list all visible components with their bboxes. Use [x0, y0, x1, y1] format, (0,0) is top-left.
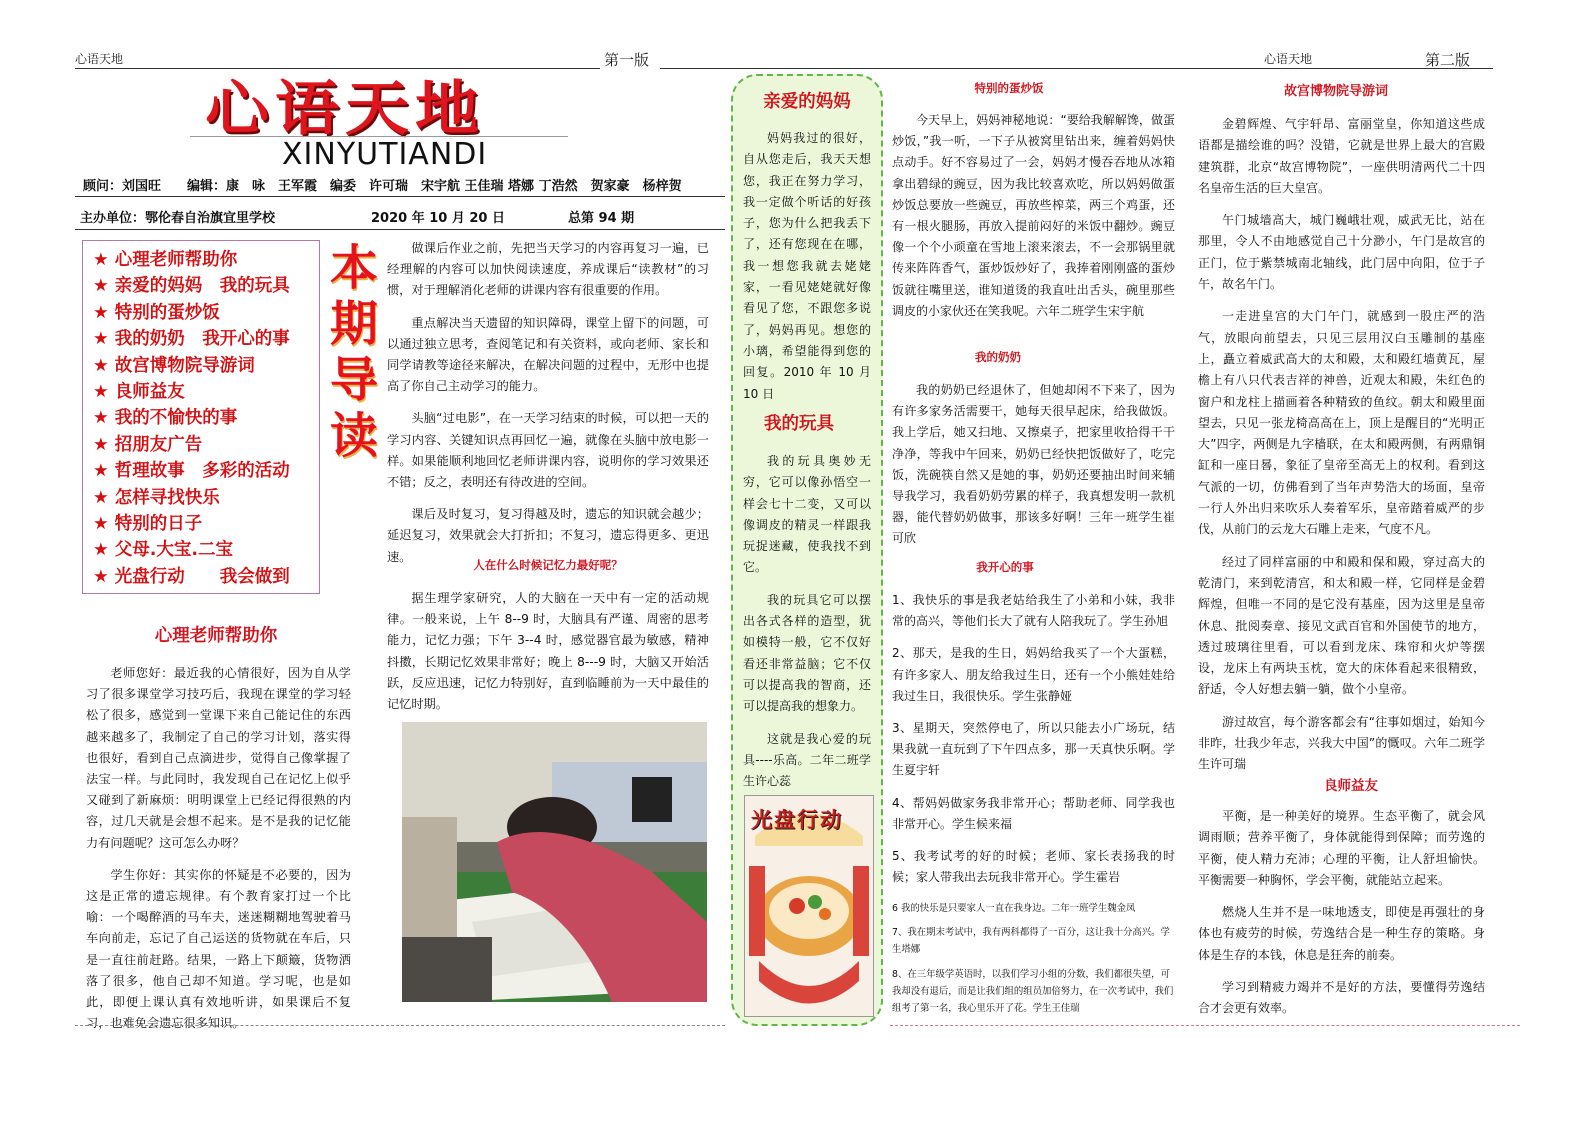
- student-photo: [402, 722, 707, 1002]
- palace-paragraph: 一走进皇宫的大门午门，就感到一股庄严的浩气，放眼向前望去，只见三层用汉白玉雕制的基座上，矗立着威武高大的太和殿，太和殿红墙黄瓦，屋檐上有八只代表吉祥的神兽，近观太和殿，朱红色的窗户和龙柱上描画着各种精致的鱼纹。朝太和殿里面望去，只见一张龙椅高高在上，顶上是醒目的“光明正大”四字，两侧是九字樯联，在太和殿两侧，有两鼎铜缸和一座日晷，象征了皇帝至高无上的权利。看到这气派的一切，仿佛看到了当年声势浩大的场面，皇帝一行人外出归来吹乐人奏着军乐，皇帝踏着威严的步伐，从前门的云龙大石雕上走来，气度不凡。: [1198, 309, 1485, 537]
- star-icon: ★: [93, 355, 109, 376]
- star-icon: ★: [93, 461, 109, 482]
- header-right-title: 心语天地: [1264, 52, 1313, 66]
- psych-title: 心理老师帮助你: [154, 626, 278, 646]
- toc-item-label: 特别的日子: [114, 514, 203, 535]
- mentor-paragraph: 平衡，是一种美好的境界。生态平衡了，就会风调雨顺；营养平衡了，身体就能得到保障；而劳逸的平衡，使人精力充沛；心理的平衡，让人舒坦愉快。平衡需要一种胸怀，学会平衡，就能站立起来。: [1198, 809, 1485, 887]
- organizer: 主办单位：鄂伦春自治旗宜里学校: [80, 211, 276, 226]
- star-icon: ★: [93, 566, 109, 587]
- star-icon: ★: [93, 302, 109, 323]
- staff-rule: [75, 196, 725, 197]
- happy-small-list: [892, 900, 1175, 1017]
- star-icon: ★: [93, 276, 109, 297]
- toc-item-label: 我的不愉快的事: [114, 408, 238, 429]
- toc-item-label: 我的奶奶 我开心的事: [114, 329, 290, 350]
- mentor-title: 良师益友: [1324, 778, 1378, 794]
- issue-number: 总第 94 期: [568, 211, 635, 226]
- star-icon: ★: [93, 514, 109, 535]
- toc-item: [93, 326, 309, 352]
- happy-small-item: 8、在三年级学英语时，以我们学习小组的分数，我们都很失望，可我却没有退后，而是让我们组的组员加倍努力，在一次考试中，我们组考了第一名，我心里乐开了花。学生王佳瑞: [892, 968, 1174, 1015]
- mother-paragraph: 妈妈我过的很好，自从您走后，我天天想您，我正在努力学习，我一定做个听话的好孩子，您为什么把我丢下了，还有您现在在哪，我一想您我就去姥姥家，一看见姥姥就好像看见了您，不跟您多说了，妈妈再见。想您的小璃，希望能得到您的回复。2010 年 10 月 10 日: [743, 131, 871, 401]
- toc-item: [93, 537, 309, 563]
- toc-item: [93, 511, 309, 537]
- palace-paragraph: 金碧辉煌、气宇轩昂、富丽堂皇，你知道这些成语都是描绘谁的吗？没错，它就是世界上最大的宫殿建筑群，北京“故宫博物院”，一座供明清两代二十四名皇帝生活的巨大皇宫。: [1198, 117, 1485, 195]
- footer-rule-left: [75, 1025, 725, 1026]
- toc-vertical-label: [324, 240, 384, 464]
- poster-title: 光盘行动: [751, 808, 843, 832]
- toc-list: [93, 247, 309, 590]
- page2-label: 第二版: [1425, 51, 1471, 69]
- happy-title: 我开心的事: [976, 560, 1034, 574]
- issue-date: 2020 年 10 月 20 日: [371, 211, 505, 226]
- footer-rule-right: [890, 1025, 1520, 1026]
- toc-vertical-char: 导: [329, 352, 378, 408]
- grandma-title: 我的奶奶: [975, 350, 1021, 364]
- toc-item-label: 良师益友: [114, 382, 185, 403]
- toc-item: [93, 458, 309, 484]
- happy-item: 1、我快乐的事是我老姑给我生了小弟和小妹，我非常的高兴，等他们长大了就有人陪我玩了。学生孙旭: [892, 593, 1175, 629]
- toy-paragraph: 我的玩具它可以摆出各式各样的造型，犹如模特一般，它不仅好看还非常益脑；它不仅可以提高我的智商，还可以提高我的想象力。: [743, 592, 871, 714]
- happy-list: [892, 590, 1175, 899]
- toc-item-label: 故宫博物院导游词: [114, 355, 255, 376]
- masthead-title: 心语天地: [205, 75, 485, 144]
- palace-article: [1198, 114, 1485, 787]
- page1-label: 第一版: [604, 51, 650, 69]
- toy-paragraph: 我的玩具奥妙无穷，它可以像孙悟空一样会七十二变，又可以像调皮的精灵一样跟我玩捉迷藏，使我找不到它。: [743, 454, 871, 575]
- study-paragraph: 做课后作业之前，先把当天学习的内容再复习一遍，已经理解的内容可以加快阅读速度，养成课后“读教材”的习惯，对于理解消化老师的讲课内容有很重要的作用。: [387, 241, 709, 298]
- toc-item-label: 心理老师帮助你: [114, 250, 238, 270]
- study-paragraph: 重点解决当天遗留的知识障碍，课堂上留下的问题，可以通过独立思考，查阅笔记和有关资料，或向老师、家长和同学请教等途径来解决，在解决问题的过程中，无形中也提高了你自己主动学习的能力。: [387, 315, 709, 394]
- mother-article: [743, 128, 871, 416]
- toc-item-label: 怎样寻找快乐: [114, 487, 220, 508]
- toc-vertical-char: 期: [329, 296, 378, 352]
- psych-article: [86, 663, 351, 1045]
- meta-rule: [75, 229, 725, 230]
- toc-item: [93, 564, 309, 590]
- star-icon: ★: [93, 434, 109, 455]
- toc-item-label: 哲理故事 多彩的活动: [114, 461, 290, 482]
- toc-vertical-char: 本: [329, 240, 378, 296]
- star-icon: ★: [93, 408, 109, 429]
- psych-paragraph: 学生你好：其实你的怀疑是不必要的，因为这是正常的遗忘规律。有个教育家打过一个比喻：一个喝醉酒的马车夫，迷迷糊糊地驾驶着马车向前走，忘记了自己运送的货物就在车后，只是一直往前赶路。结果，一路上下颠簸，货物洒落了很多，他自己却不知道。学习呢，也是如此，即便上课认真有效地听讲，如果课后不复习，也难免会遗忘很多知识。: [86, 867, 351, 1031]
- palace-paragraph: 午门城墙高大，城门巍峨壮观，威武无比，站在那里，令人不由地感觉自己十分渺小，午门是故宫的正门，位于紫禁城南北轴线，此门居中向阳，位于子午，故名午门。: [1198, 213, 1485, 292]
- star-icon: ★: [93, 487, 109, 508]
- masthead-pinyin: XINYUTIANDI: [282, 137, 488, 172]
- header-rule-left: [75, 68, 600, 69]
- toc-item: [93, 485, 309, 511]
- toc-item: [93, 300, 309, 326]
- star-icon: ★: [93, 329, 109, 350]
- rice-title: 特别的蛋炒饭: [974, 81, 1044, 95]
- study-article: [387, 238, 709, 579]
- happy-item: 4、帮妈妈做家务我非常开心；帮助老师、同学我也非常开心。学生候来福: [892, 795, 1175, 831]
- grandma-paragraph: 我的奶奶已经退休了，但她却闲不下来了，因为有许多家务活需要干，她每天很早起床，给我做饭。我上学后，她又扫地、又擦桌子，把家里收拾得干干净净，等我中午回来，奶奶已经快把饭做好了，吃完饭，洗碗筷自然又是她的事，奶奶还要抽出时间来辅导我学习，我看奶奶劳累的样子，我真想发明一款机器，能代替奶奶做事，那该多好啊！三年一班学生崔可欣: [892, 383, 1175, 546]
- toc-vertical-char: 读: [329, 408, 378, 464]
- memory-article: [387, 588, 709, 726]
- palace-title: 故宫博物院导游词: [1283, 84, 1388, 99]
- study-paragraph: 课后及时复习，复习得越及时，遗忘的知识就会越少；延迟复习，效果就会大打折扣；不复习，遗忘得更多、更迅速。: [387, 507, 709, 564]
- rice-paragraph: 今天早上，妈妈神秘地说：“要给我解解馋，做蛋炒饭，”我一听，一下子从被窝里钻出来，缠着妈妈快点动手。好不容易过了一会，妈妈才慢吞吞地从冰箱拿出碧绿的豌豆，因为我比较喜欢吃，所以妈妈做蛋炒饭总要放一些豌豆，再放些榨菜，两三个鸡蛋，还有一根火腿肠，再放入提前闷好的米饭中翻炒。豌豆像一个个小顽童在雪地上滚来滚去，不一会那锅里就传来阵阵香气，蛋炒饭炒好了，我捧着刚刚盛的蛋炒饭就往嘴里送，谁知道烫的我直吐出舌头，碗里那些调皮的小家伙还在笑我呢。六年二班学生宋宇航: [892, 113, 1175, 318]
- toc-item-label: 招朋友广告: [114, 434, 203, 455]
- header-rule-right: [660, 68, 1493, 69]
- staff-line: 顾问：刘国旺 编辑：康 咏 王军霞 编委 许可瑞 宋宇航 王佳瑞 塔娜 丁浩然 贺家豪 杨梓贺: [83, 179, 682, 194]
- mentor-article: [1198, 806, 1485, 1031]
- memory-title: 人在什么时候记忆力最好呢？: [473, 558, 623, 572]
- star-icon: ★: [93, 250, 109, 270]
- star-icon: ★: [93, 540, 109, 561]
- happy-item: 5、我考试考的好的时候；老师、家长表扬我的时候；家人带我出去玩我非常开心。学生霍岩: [892, 849, 1175, 885]
- toc-item-label: 父母.大宝.二宝: [114, 540, 233, 561]
- toc-item: [93, 432, 309, 458]
- mother-title: 亲爱的妈妈: [763, 92, 851, 112]
- toc-item: [93, 379, 309, 405]
- rice-article: [892, 110, 1175, 333]
- toc-item: [93, 273, 309, 299]
- study-paragraph: 头脑“过电影”，在一天学习结束的时候，可以把一天的学习内容、关键知识点再回忆一遍，就像在头脑中放电影一样。如果能顺利地回忆老师讲课内容，说明你的学习效果还不错；反之，表明还有待改进的空间。: [387, 411, 709, 490]
- toc-item-label: 亲爱的妈妈 我的玩具: [114, 276, 290, 297]
- happy-item: 3、星期天，突然停电了，所以只能去小广场玩，结果我就一直玩到了下午四点多，那一天真快乐啊。学生夏宇轩: [892, 721, 1175, 778]
- grandma-article: [892, 380, 1175, 561]
- mentor-paragraph: 学习到精疲力竭并不是好的方法，要懂得劳逸结合才会更有效率。: [1198, 980, 1485, 1016]
- happy-small-item: 6 我的快乐是只要家人一直在我身边。二年一班学生魏金凤: [892, 903, 1136, 914]
- clean-plate-poster: [744, 795, 874, 1017]
- psych-paragraph: 老师您好：最近我的心情很好，因为自从学习了很多课堂学习技巧后，我现在课堂的学习轻松了很多，感觉到一堂课下来自己能记住的东西越来越多了，我制定了自己的学习计划，落实得也很好，看到自己点滴进步，觉得自己像掌握了法宝一样。与此同时，我发现自己在记忆上似乎又碰到了新麻烦：明明课堂上已经记得很熟的内容，过几天就是会想不起来。是不是我的记忆能力有问题呢？这可怎么办呀？: [86, 666, 351, 850]
- star-icon: ★: [93, 382, 109, 403]
- happy-small-item: 7、我在期末考试中，我有两科都得了一百分，这让我十分高兴。学生塔娜: [892, 927, 1170, 956]
- toc-item-label: 特别的蛋炒饭: [114, 302, 220, 323]
- toc-box: [82, 240, 320, 594]
- toc-item: [93, 353, 309, 379]
- mentor-paragraph: 燃烧人生并不是一味地透支，即使是再强壮的身体也有疲劳的时候，劳逸结合是一种生存的策略。身体是生存的本钱，休息是狂奔的前奏。: [1198, 905, 1485, 962]
- palace-paragraph: 游过故宫，每个游客都会有“往事如烟过，始知今非昨，壮我少年志，兴我大中国”的慨叹。六年二班学生许可瑞: [1198, 714, 1485, 772]
- toc-item: [93, 247, 309, 273]
- happy-item: 2、那天，是我的生日，妈妈给我买了一个大蛋糕，有许多家人、朋友给我过生日，还有一个小熊娃娃给我过生日，我很快乐。学生张静娅: [892, 646, 1175, 703]
- memory-paragraph: 据生理学家研究，人的大脑在一天中有一定的活动规律。一般来说，上午 8--9 时，大脑具有严谨、周密的思考能力，记忆力强；下午 3--4 时，感觉器官最为敏感，精神抖擞，长期记忆效果非常好；晚上 8---9 时，大脑又开始活跃，反应迅速，记忆力特别好，直到临睡前为一天中最佳的记忆时期。: [387, 591, 709, 712]
- header-left-title: 心语天地: [75, 52, 124, 66]
- toc-item-label: 光盘行动 我会做到: [114, 566, 290, 587]
- toy-paragraph: 这就是我心爱的玩具----乐高。二年二班学生许心蕊: [743, 731, 871, 789]
- toc-item: [93, 405, 309, 431]
- toy-article: [743, 451, 871, 803]
- palace-paragraph: 经过了同样富丽的中和殿和保和殿，穿过高大的乾清门，来到乾清宫，和太和殿一样，它同样是金碧辉煌，但唯一不同的是它没有基座，因为这里是皇帝休息、批阅奏章、接见文武百官和外国使节的地方，透过玻璃往里看，可以看到龙床、珠帘和火炉等摆设，龙床上有两块玉枕，宽大的床体看起来很精致，舒适，令人好想去躺一躺，做个小皇帝。: [1198, 554, 1485, 697]
- toy-title: 我的玩具: [764, 414, 834, 434]
